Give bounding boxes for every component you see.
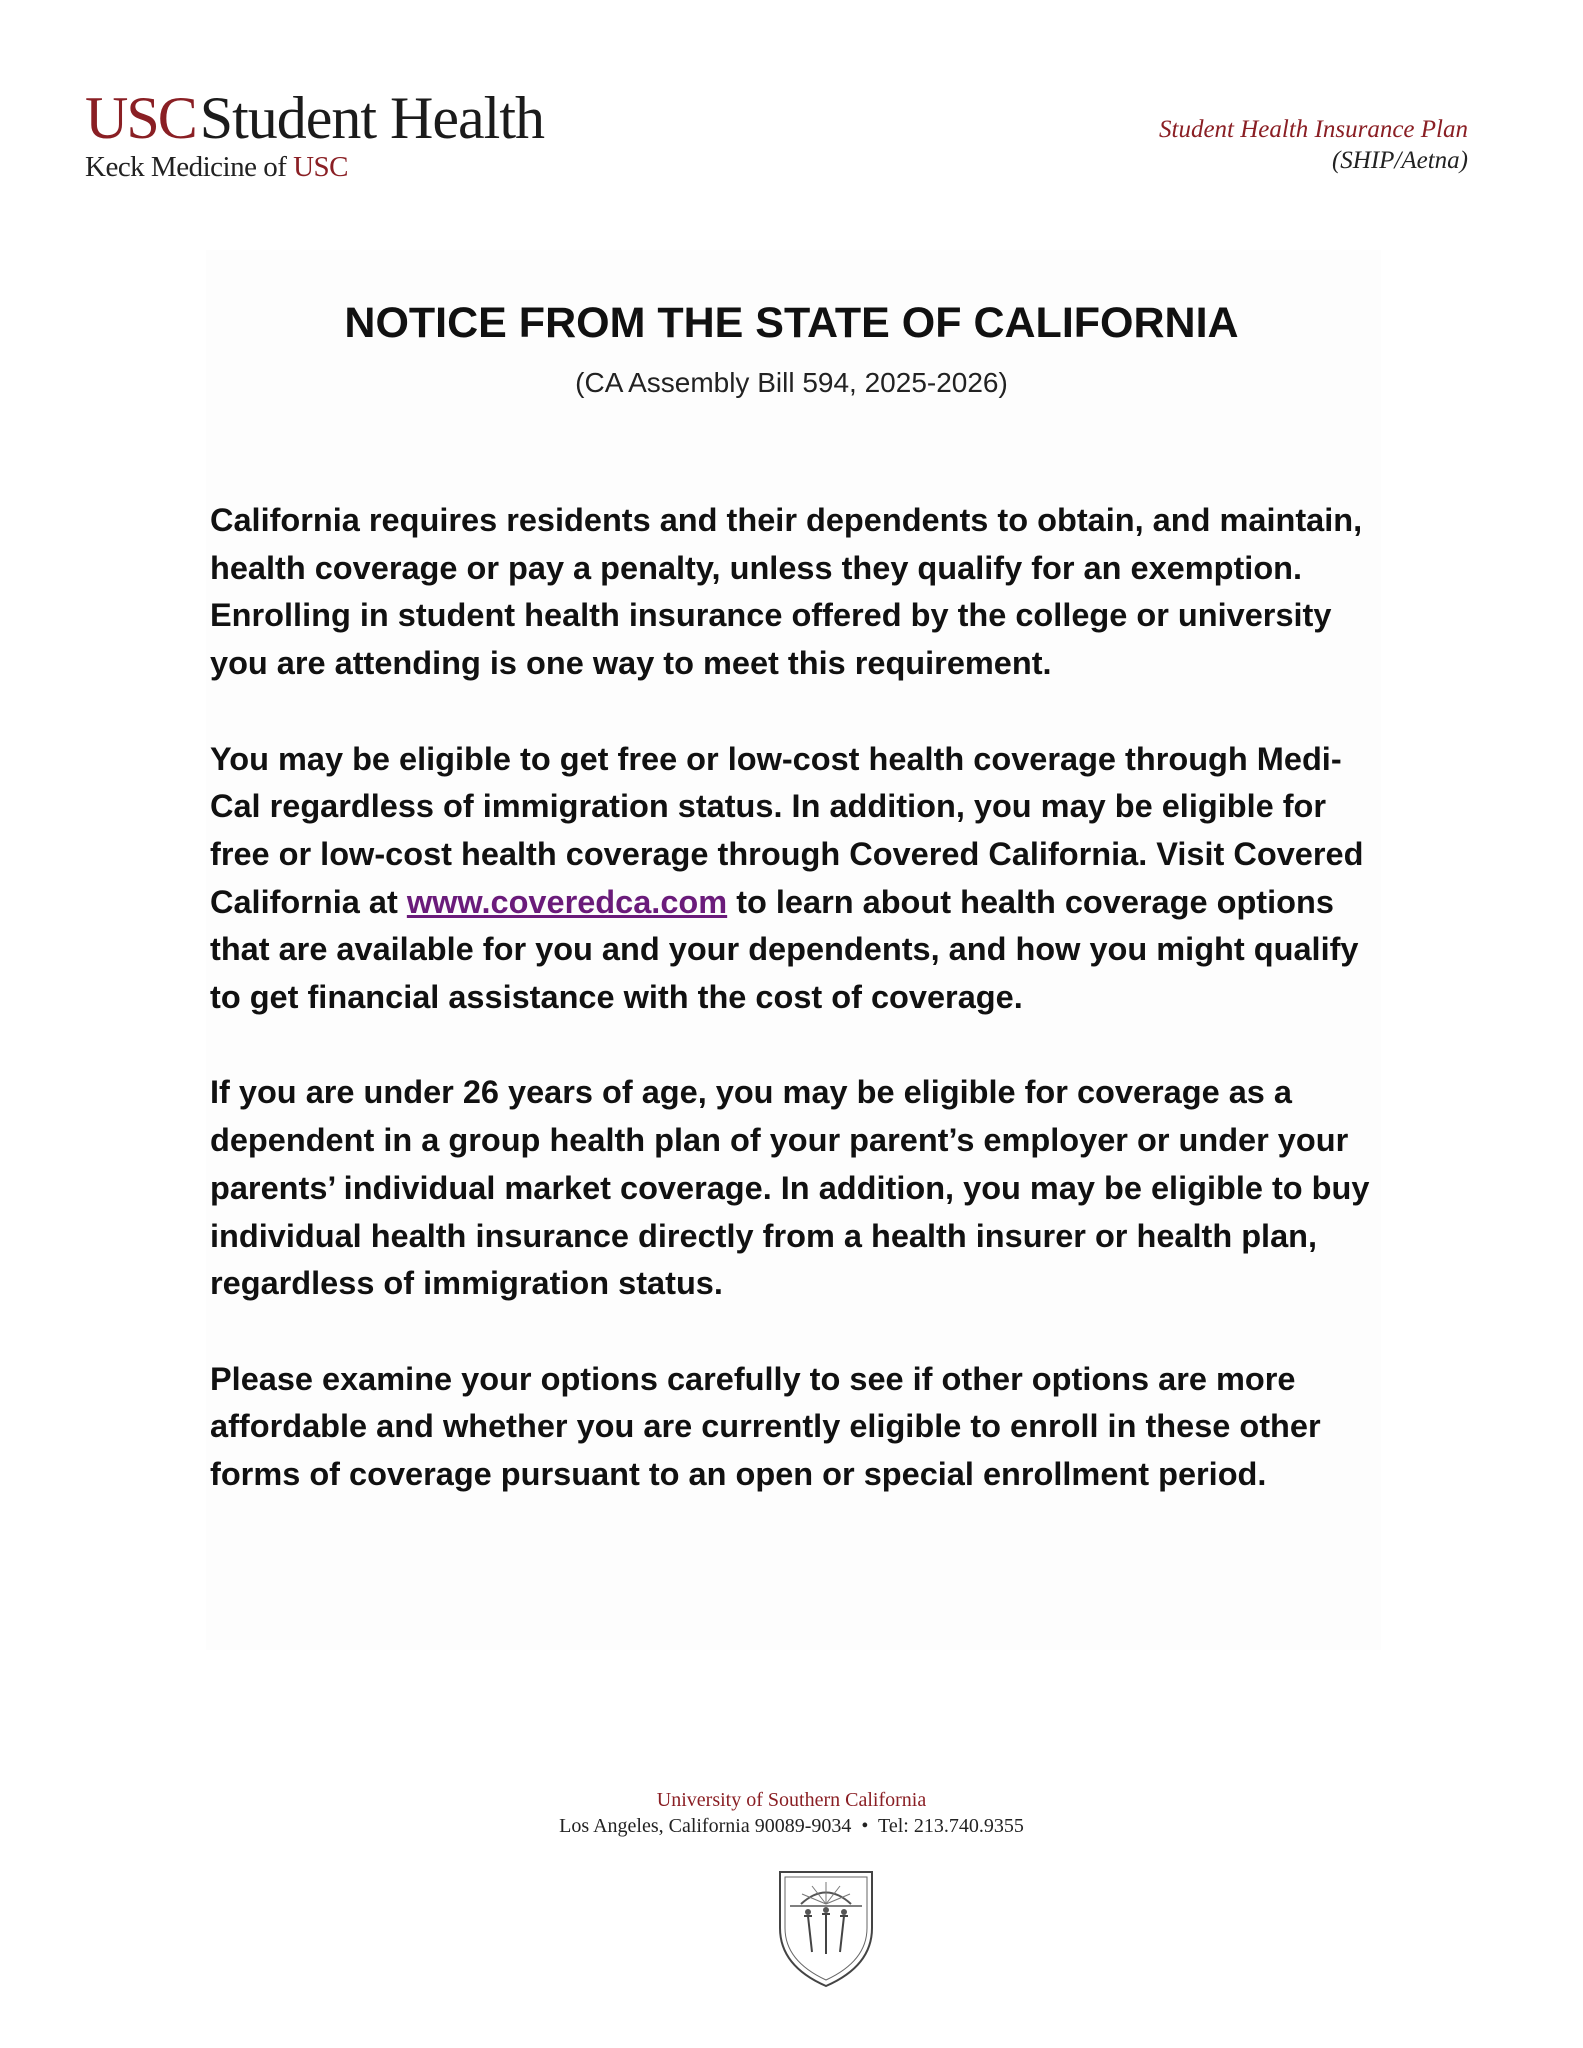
- notice-body: [210, 497, 1390, 1546]
- paragraph-medi-cal-text-2: to learn about health coverage options that are available for you and your dependents, and how you might qualify to get financial assistance with the cost of coverage.: [210, 883, 1359, 1016]
- footer: [0, 1787, 1583, 1839]
- plan-subtitle: (SHIP/Aetna): [1331, 147, 1468, 174]
- paragraph-medi-cal-text-1: You may be eligible to get free or low-cost health coverage through Medi-Cal regardless of immigration status. In addition, you may be eligible for free or low-cost health coverage through Covered California. Visit Covered California at: [210, 740, 1364, 920]
- notice-subtitle: (CA Assembly Bill 594, 2025-2026): [575, 367, 1008, 398]
- footer-separator: •: [861, 1815, 869, 1837]
- usc-student-health-logo: [85, 86, 544, 184]
- footer-phone: Tel: 213.740.9355: [878, 1815, 1024, 1837]
- plan-name: Student Health Insurance Plan: [1159, 116, 1468, 143]
- paragraph-examine-options: Please examine your options carefully to see if other options are more affordable and whether you are currently eligible to enroll in these other forms of coverage pursuant to an open or special enrollment period.: [210, 1360, 1321, 1493]
- footer-address-line: [0, 1813, 1583, 1839]
- paragraph-medi-cal: [210, 736, 1390, 1022]
- logo-student-health: Student Health: [199, 85, 544, 151]
- usc-seal-icon: [776, 1866, 876, 1990]
- logo-usc: USC: [85, 85, 196, 151]
- logo-keck-usc: USC: [293, 151, 349, 183]
- paragraph-under-26: If you are under 26 years of age, you may be eligible for coverage as a dependent in a group health plan of your parent’s employer or under your parents’ individual market coverage. In addition, you may be eligible to buy individual health insurance directly from a health insurer or health plan, regardless of immigration status.: [210, 1074, 1370, 1302]
- plan-header: [1159, 114, 1468, 176]
- notice-title: NOTICE FROM THE STATE OF CALIFORNIA: [344, 299, 1239, 347]
- coveredca-link[interactable]: www.coveredca.com: [406, 883, 728, 920]
- logo-keck-medicine: Keck Medicine of: [85, 151, 287, 183]
- paragraph-requirement: California requires residents and their dependents to obtain, and maintain, health coverage or pay a penalty, unless they qualify for an exemption. Enrolling in student health insurance offered by the college or university you are attending is one way to meet this requirement.: [210, 502, 1363, 682]
- footer-address: Los Angeles, California 90089-9034: [559, 1815, 852, 1837]
- footer-university: University of Southern California: [656, 1789, 927, 1811]
